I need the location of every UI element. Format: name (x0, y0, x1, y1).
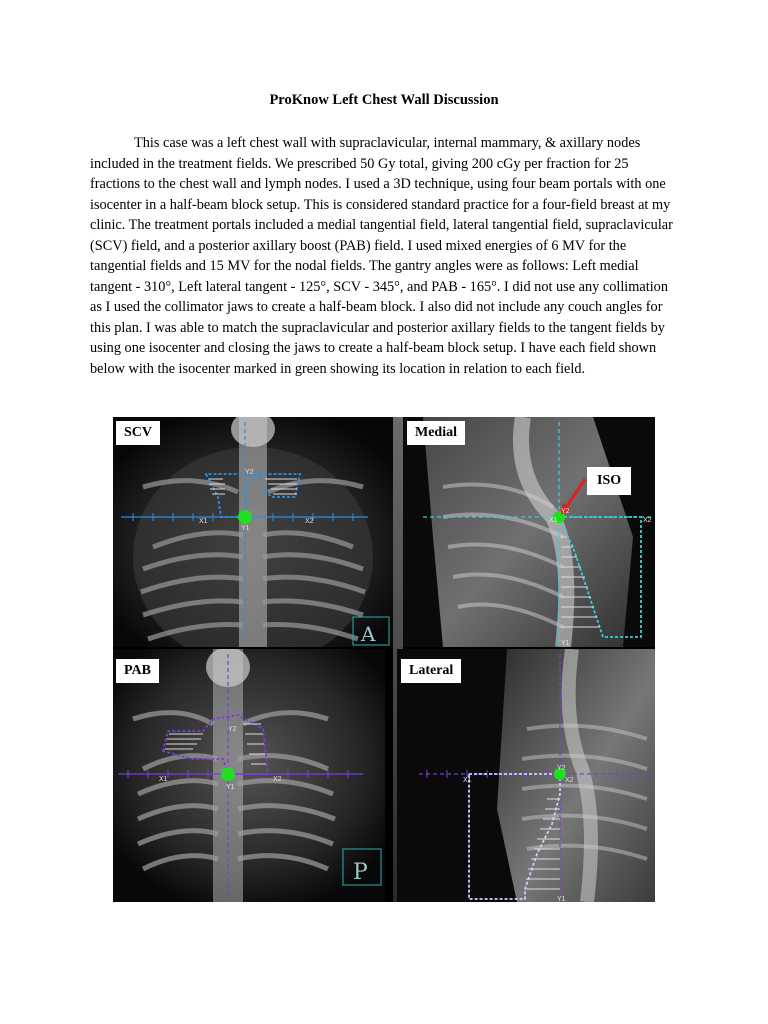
pab-isocenter-marker (221, 767, 235, 781)
body-paragraph-text: This case was a left chest wall with supraclavicular, internal mammary, & axillary nodes included in the treatment fields. We prescribed 50 Gy total, giving 200 cGy per fraction for 25 fractions to the chest wall and lymph nodes. I used a 3D technique, using four beam portals with one isocenter in a half-beam block setup. This is considered standard practice for a four-field breast at my clinic. The treatment portals included a medial tangential field, lateral tangential field, supraclavicular (SCV) field, and a posterior axillary boost (PAB) field. I used mixed energies of 6 MV for the tangential fields and 15 MV for the nodal fields. The gantry angles were as follows: Left medial tangent - 310°, Left lateral tangent - 125°, SCV - 345°, and PAB - 165°. I did not use any collimation as I used the collimator jaws to create a half-beam block. I also did not include any couch angles for this plan. I was able to match the supraclavicular and posterior axillary fields to the tangent fields by using one isocenter and closing the jaws to create a half-beam block setup. I have each field shown below with the isocenter marked in green showing its location in relation to each field. (90, 135, 673, 377)
medial-x1-label: X1 (549, 517, 558, 524)
lateral-panel-label: Lateral (401, 659, 461, 683)
scv-orientation-marker: A (361, 622, 376, 646)
scv-y2-label: Y2 (245, 469, 254, 476)
scv-x1-label: X1 (199, 518, 208, 525)
lateral-x1-label: X1 (463, 777, 472, 784)
pab-panel (113, 649, 385, 902)
medial-x2-label: X2 (643, 517, 652, 524)
document-title: ProKnow Left Chest Wall Discussion (269, 92, 499, 108)
lateral-panel (397, 649, 655, 902)
medial-y2-label: Y2 (561, 508, 570, 515)
pab-y2-label: Y2 (228, 726, 237, 733)
medial-y1-label: Y1 (561, 640, 570, 647)
pab-x1-label: X1 (159, 776, 168, 783)
scv-drr-image (113, 417, 393, 647)
pab-x2-label: X2 (273, 776, 282, 783)
lateral-x2-label: X2 (565, 777, 574, 784)
pab-y1-label: Y1 (226, 784, 235, 791)
lateral-y2-label: Y2 (557, 765, 566, 772)
scv-x2-label: X2 (305, 518, 314, 525)
scv-panel (113, 417, 393, 647)
medial-panel-label: Medial (407, 421, 465, 445)
scv-y1-label: Y1 (241, 525, 250, 532)
lateral-drr-image (397, 649, 655, 902)
pab-panel-label: PAB (116, 659, 159, 683)
medial-drr-image (403, 417, 655, 647)
scv-panel-label: SCV (116, 421, 160, 445)
body-paragraph (90, 133, 678, 379)
iso-callout-label: ISO (587, 467, 631, 495)
scv-isocenter-marker (238, 510, 252, 524)
medial-panel (403, 417, 655, 647)
pab-orientation-marker: P (353, 860, 368, 885)
portal-figure (113, 417, 655, 902)
pab-drr-image (113, 649, 385, 902)
lateral-y1-label: Y1 (557, 896, 566, 902)
